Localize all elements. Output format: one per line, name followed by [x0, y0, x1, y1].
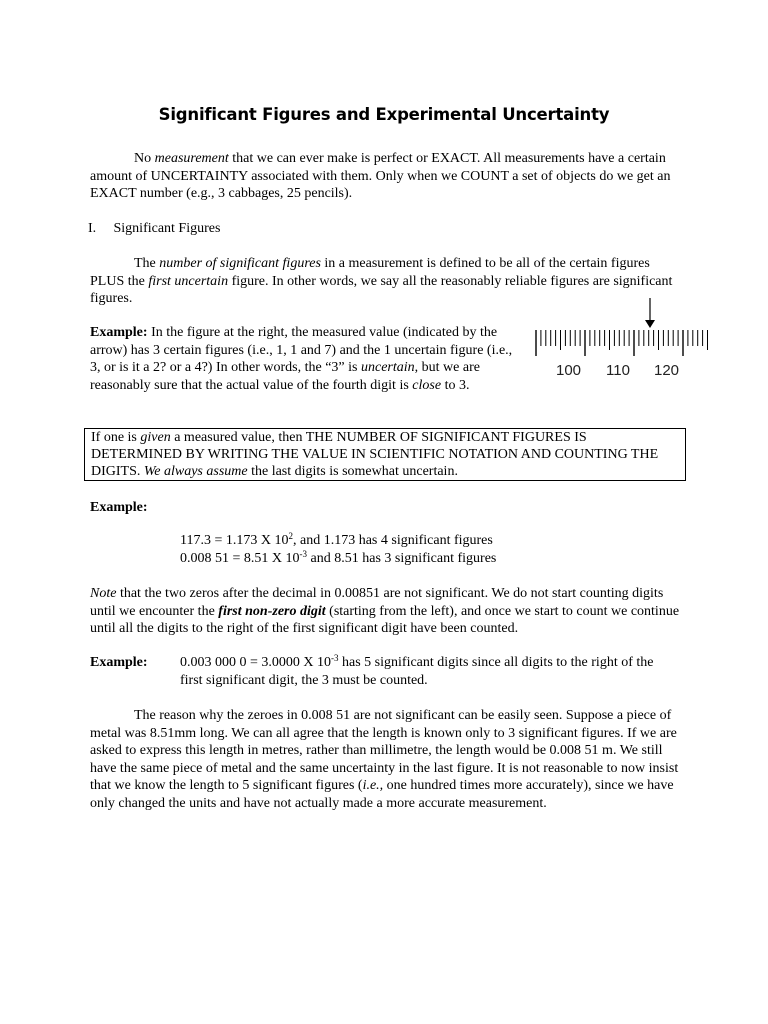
- definition-paragraph: The number of significant figures in a measurement is defined to be all of the certain figures PLUS the first uncertain figure. In other words, we say all the reasonably reliable figures are significant figures.: [90, 256, 673, 306]
- section-title: Significant Figures: [113, 221, 221, 236]
- example1-label: Example:: [90, 325, 148, 340]
- example3-text: 0.003 000 0 = 3.0000 X $10^{-3}$ has 5 significant digits since all digits to the right of the first significant digit, the 3 must be counted.: [180, 653, 654, 688]
- intro-paragraph: No measurement that we can ever make is perfect or EXACT. All measurements have a certain amount of UNCERTAINTY associated with them. Only when we COUNT a set of objects do we get an EXACT number (e.g., 3 cabbages, 25 pencils).: [90, 151, 671, 201]
- ruler-ticks: [536, 330, 708, 356]
- ruler-label: 100: [556, 362, 582, 379]
- example2-label: Example:: [90, 500, 148, 515]
- note-paragraph: Note that the two zeros after the decimal in 0.00851 are not significant. We do not start counting digits until we encounter the first non-zero digit (starting from the left), and once we start to count we continue until all the digits to the right of the first significant digit have been counted.: [90, 586, 680, 636]
- example3-label: Example:: [90, 655, 148, 670]
- rule-box: If one is given a measured value, then THE NUMBER OF SIGNIFICANT FIGURES IS DETERMINED BY WRITING THE VALUE IN SCIENTIFIC NOTATION AND COUNTING THE DIGITS. We always assume the last digits is somewhat uncertain.: [84, 428, 686, 481]
- ruler-label: 120: [654, 362, 680, 379]
- example2-line2: 0.008 51 = 8.51 X $10^{-3}$ and 8.51 has 3 significant figures: [180, 549, 497, 566]
- example1-paragraph: Example: In the figure at the right, the measured value (indicated by the arrow) has 3 certain figures (i.e., 1, 1 and 7) and the 1 uncertain figure (i.e., 3, or is it a 2? or a 4?) In other words, the “3” is uncertain, but we are reasonably sure that the actual value of the fourth digit is close to 3.: [90, 325, 513, 393]
- section-number: I.: [88, 221, 97, 236]
- section-heading: [90, 220, 680, 238]
- arrow-icon: [645, 298, 655, 328]
- ruler-label: 110: [606, 362, 630, 379]
- reason-paragraph: The reason why the zeroes in 0.008 51 are not significant can be easily seen. Suppose a piece of metal was 8.51mm long. We can all agree that the length is known only to 3 significant figures. If we are asked to express this length in metres, rather than millimetre, the length would be 0.008 51 m. We still have the same piece of metal and the same uncertainty in the last figure. It is not reasonable to now insist that we know the length to 5 significant figures (i.e., one hundred times more accurately), since we have only changed the units and have not actually made a more accurate measurement.: [90, 708, 679, 811]
- example2-line1: 117.3 = 1.173 X $10^2$, and 1.173 has 4 significant figures: [180, 531, 493, 548]
- page-title: Significant Figures and Experimental Uncertainty: [158, 105, 610, 124]
